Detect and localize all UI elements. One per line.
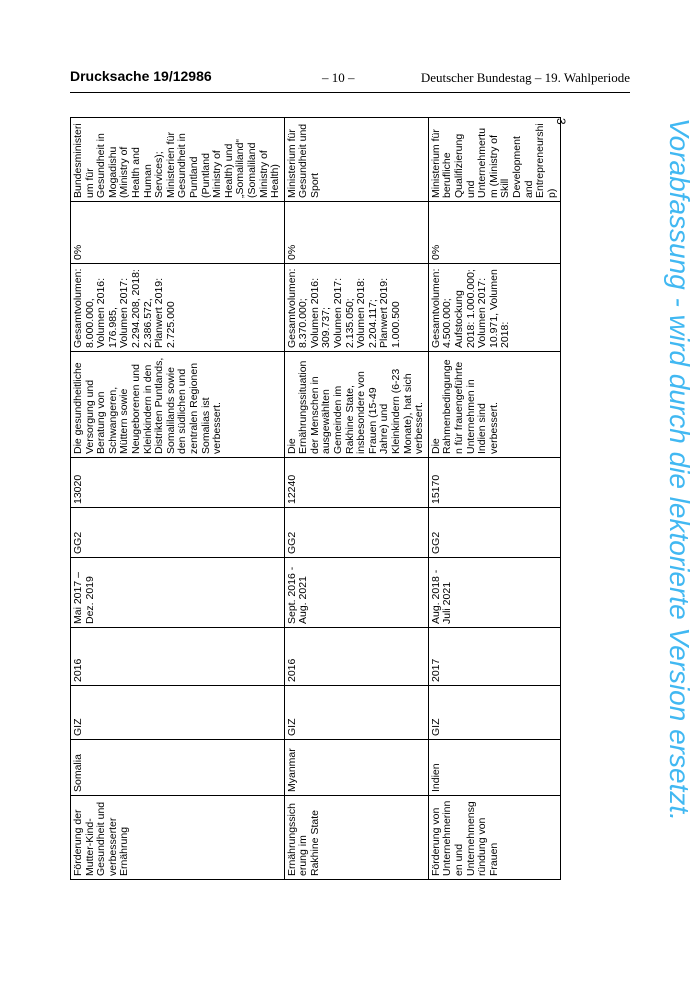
project-title: Förderung der Mutter-Kind-Gesundheit und verbesserter Ernährung — [71, 796, 285, 880]
gender-marker: GG2 — [284, 508, 428, 558]
duration: Mai 2017 – Dez. 2019 — [71, 558, 285, 628]
gender-marker: GG2 — [71, 508, 285, 558]
project-volume: Gesamtvolumen: 4.500.000; Aufstockung 2018: 1.000.000; Volumen 2017: 10.971, Volumen 2018: — [428, 264, 561, 352]
project-title: Ernährungssicherung im Rakhine State — [284, 796, 428, 880]
project-volume: Gesamtvolumen: 8.000.000, Volumen 2016: 176.985, Volumen 2017: 2.294.208, 2018: 2.386.572, Planwert 2019: 2.725.000 — [71, 264, 285, 352]
country: Indien — [428, 740, 561, 796]
commitment-year: 2017 — [428, 628, 561, 686]
crs-code: 15170 — [428, 458, 561, 508]
page-number: 3 — [554, 118, 568, 125]
project-volume: Gesamtvolumen: 8.370.000; Volumen 2016: 309.737; Volumen 2017: 2.135.050; Volumen 2018: 2.204.117; Planwert 2019: 1.000.500 — [284, 264, 428, 352]
rotated-table-area — [70, 118, 558, 880]
table-row — [71, 118, 285, 880]
project-goal: Die gesundheitliche Versorgung und Beratung von Schwangeren, Müttern sowie Neugeborenen und Kleinkindern in den Distrikten Puntlands, Somalilands sowie den südlichen und zentralen Regionen Somalias ist verbessert. — [71, 352, 285, 458]
share-percent: 0% — [428, 202, 561, 264]
page-header — [70, 68, 630, 90]
share-percent: 0% — [284, 202, 428, 264]
document-label-prefix: Drucksache 19/ — [70, 68, 173, 84]
table-row — [428, 118, 561, 880]
page-indicator: – 10 – — [322, 70, 355, 85]
project-goal: Die Ernährungssituation der Menschen in ausgewählten Gemeinden im Rakhine State, insbesondere von Frauen (15-49 Jahre) und Kleinkindern (6-23 Monate), hat sich verbessert. — [284, 352, 428, 458]
partner: Ministerium für Gesundheit und Sport — [284, 118, 428, 202]
crs-code: 12240 — [284, 458, 428, 508]
share-percent: 0% — [71, 202, 285, 264]
table-rotation-frame — [70, 118, 558, 880]
organisation: GIZ — [428, 686, 561, 740]
duration: Aug. 2018 - Juli 2021 — [428, 558, 561, 628]
project-goal: Die Rahmenbedingungen für frauengeführte Unternehmen in Indien sind verbessert. — [428, 352, 561, 458]
document-label — [70, 68, 212, 84]
commitment-year: 2016 — [71, 628, 285, 686]
country: Myanmar — [284, 740, 428, 796]
commitment-year: 2016 — [284, 628, 428, 686]
draft-watermark: Vorabfassung - wird durch die lektorierte Version ersetzt. — [664, 118, 695, 821]
project-title: Förderung von Unternehmerinnen und Unternehmensgründung von Frauen — [428, 796, 561, 880]
duration: Sept. 2016 - Aug. 2021 — [284, 558, 428, 628]
parliament-label: Deutscher Bundestag – 19. Wahlperiode — [420, 70, 630, 85]
partner: Bundesministerium für Gesundheit in Mogadishu (Ministry of Health and Human Services); Ministerien für Gesundheit in Puntland (Puntland Ministry of Health) und „Somaliland“ (Somaliland Ministry of Health) — [71, 118, 285, 202]
country: Somalia — [71, 740, 285, 796]
organisation: GIZ — [284, 686, 428, 740]
header-rule — [70, 92, 630, 93]
gender-marker: GG2 — [428, 508, 561, 558]
organisation: GIZ — [71, 686, 285, 740]
document-number: 12986 — [172, 68, 212, 84]
crs-code: 13020 — [71, 458, 285, 508]
projects-table — [70, 117, 561, 880]
table-row — [284, 118, 428, 880]
partner: Ministerium für berufliche Qualifizierung und Unternehmertum (Ministry of Skill Development and Entrepreneurship) — [428, 118, 561, 202]
